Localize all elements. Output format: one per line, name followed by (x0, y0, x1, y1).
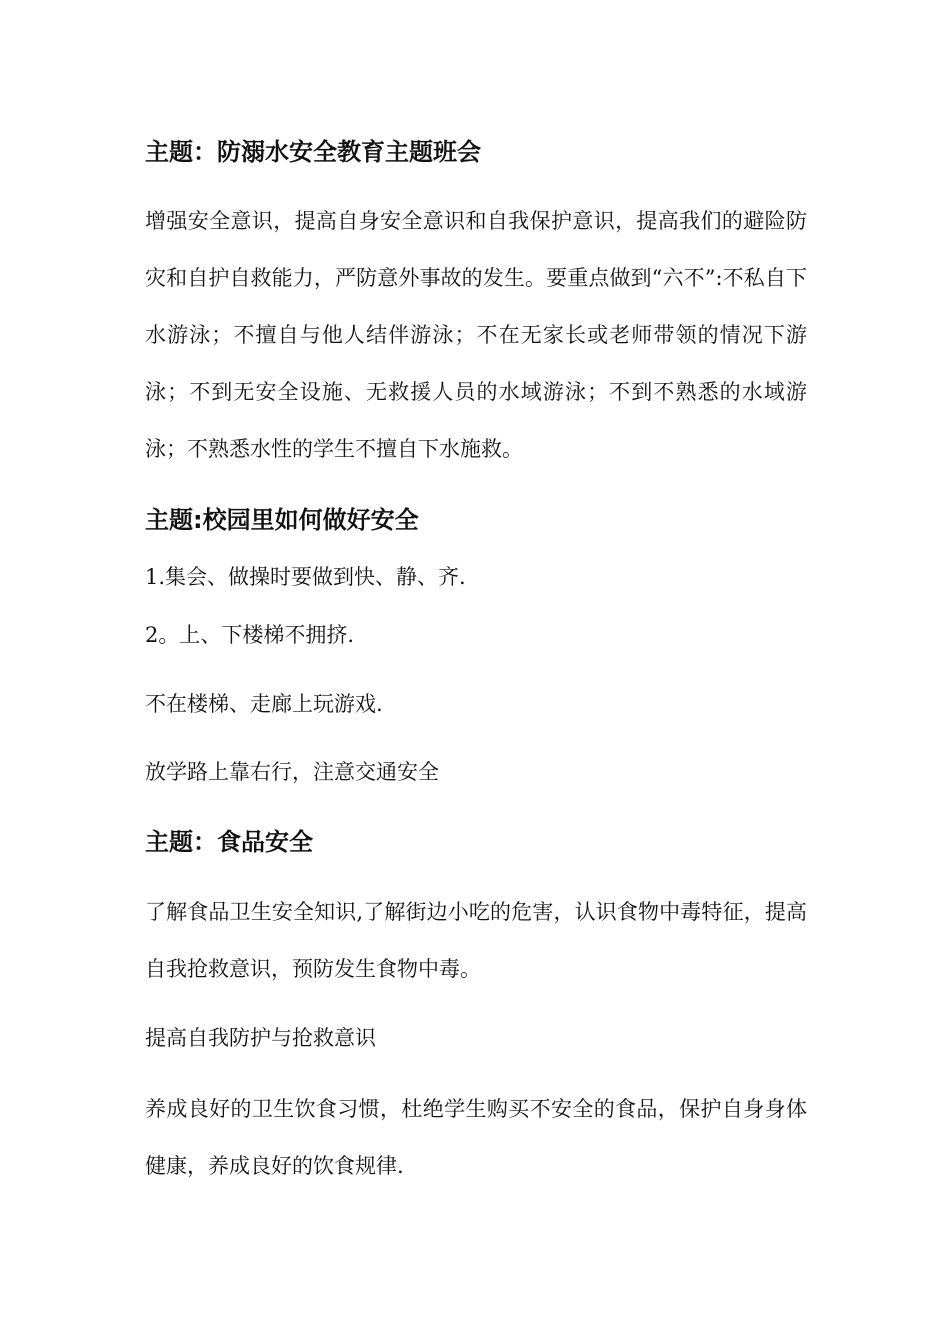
campus-item-3: 不在楼梯、走廊上玩游戏. (145, 692, 383, 716)
drowning-paragraph: 增强安全意识，提高自身安全意识和自我保护意识，提高我们的避险防灾和自护自救能力，严防意外事故的发生。要重点做到“六不”:不私自下水游泳；不擅自与他人结伴游泳；不在无家长或老师带领的情况下游泳；不到无安全设施、无救援人员的水域游泳；不到不熟悉的水域游泳；不熟悉水性的学生不擅自下水施救。 (145, 209, 807, 461)
campus-item-1: 1.集会、做操时要做到快、静、齐. (145, 565, 466, 589)
section-title-campus: 主题:校园里如何做好安全 (145, 506, 419, 534)
food-paragraph-3: 养成良好的卫生饮食习惯，杜绝学生购买不安全的食品，保护自身身体健康，养成良好的饮食规律. (145, 1097, 807, 1178)
campus-item-2: 2。上、下楼梯不拥挤. (145, 623, 355, 647)
section-title-drowning: 主题：防溺水安全教育主题班会 (145, 138, 481, 166)
food-paragraph-1: 了解食品卫生安全知识,了解街边小吃的危害，认识食物中毒特征，提高自我抢救意识，预防发生食物中毒。 (145, 900, 807, 981)
food-paragraph-2: 提高自我防护与抢救意识 (145, 1026, 376, 1050)
section-title-food: 主题：食品安全 (145, 828, 313, 856)
campus-item-4: 放学路上靠右行，注意交通安全 (145, 760, 439, 784)
